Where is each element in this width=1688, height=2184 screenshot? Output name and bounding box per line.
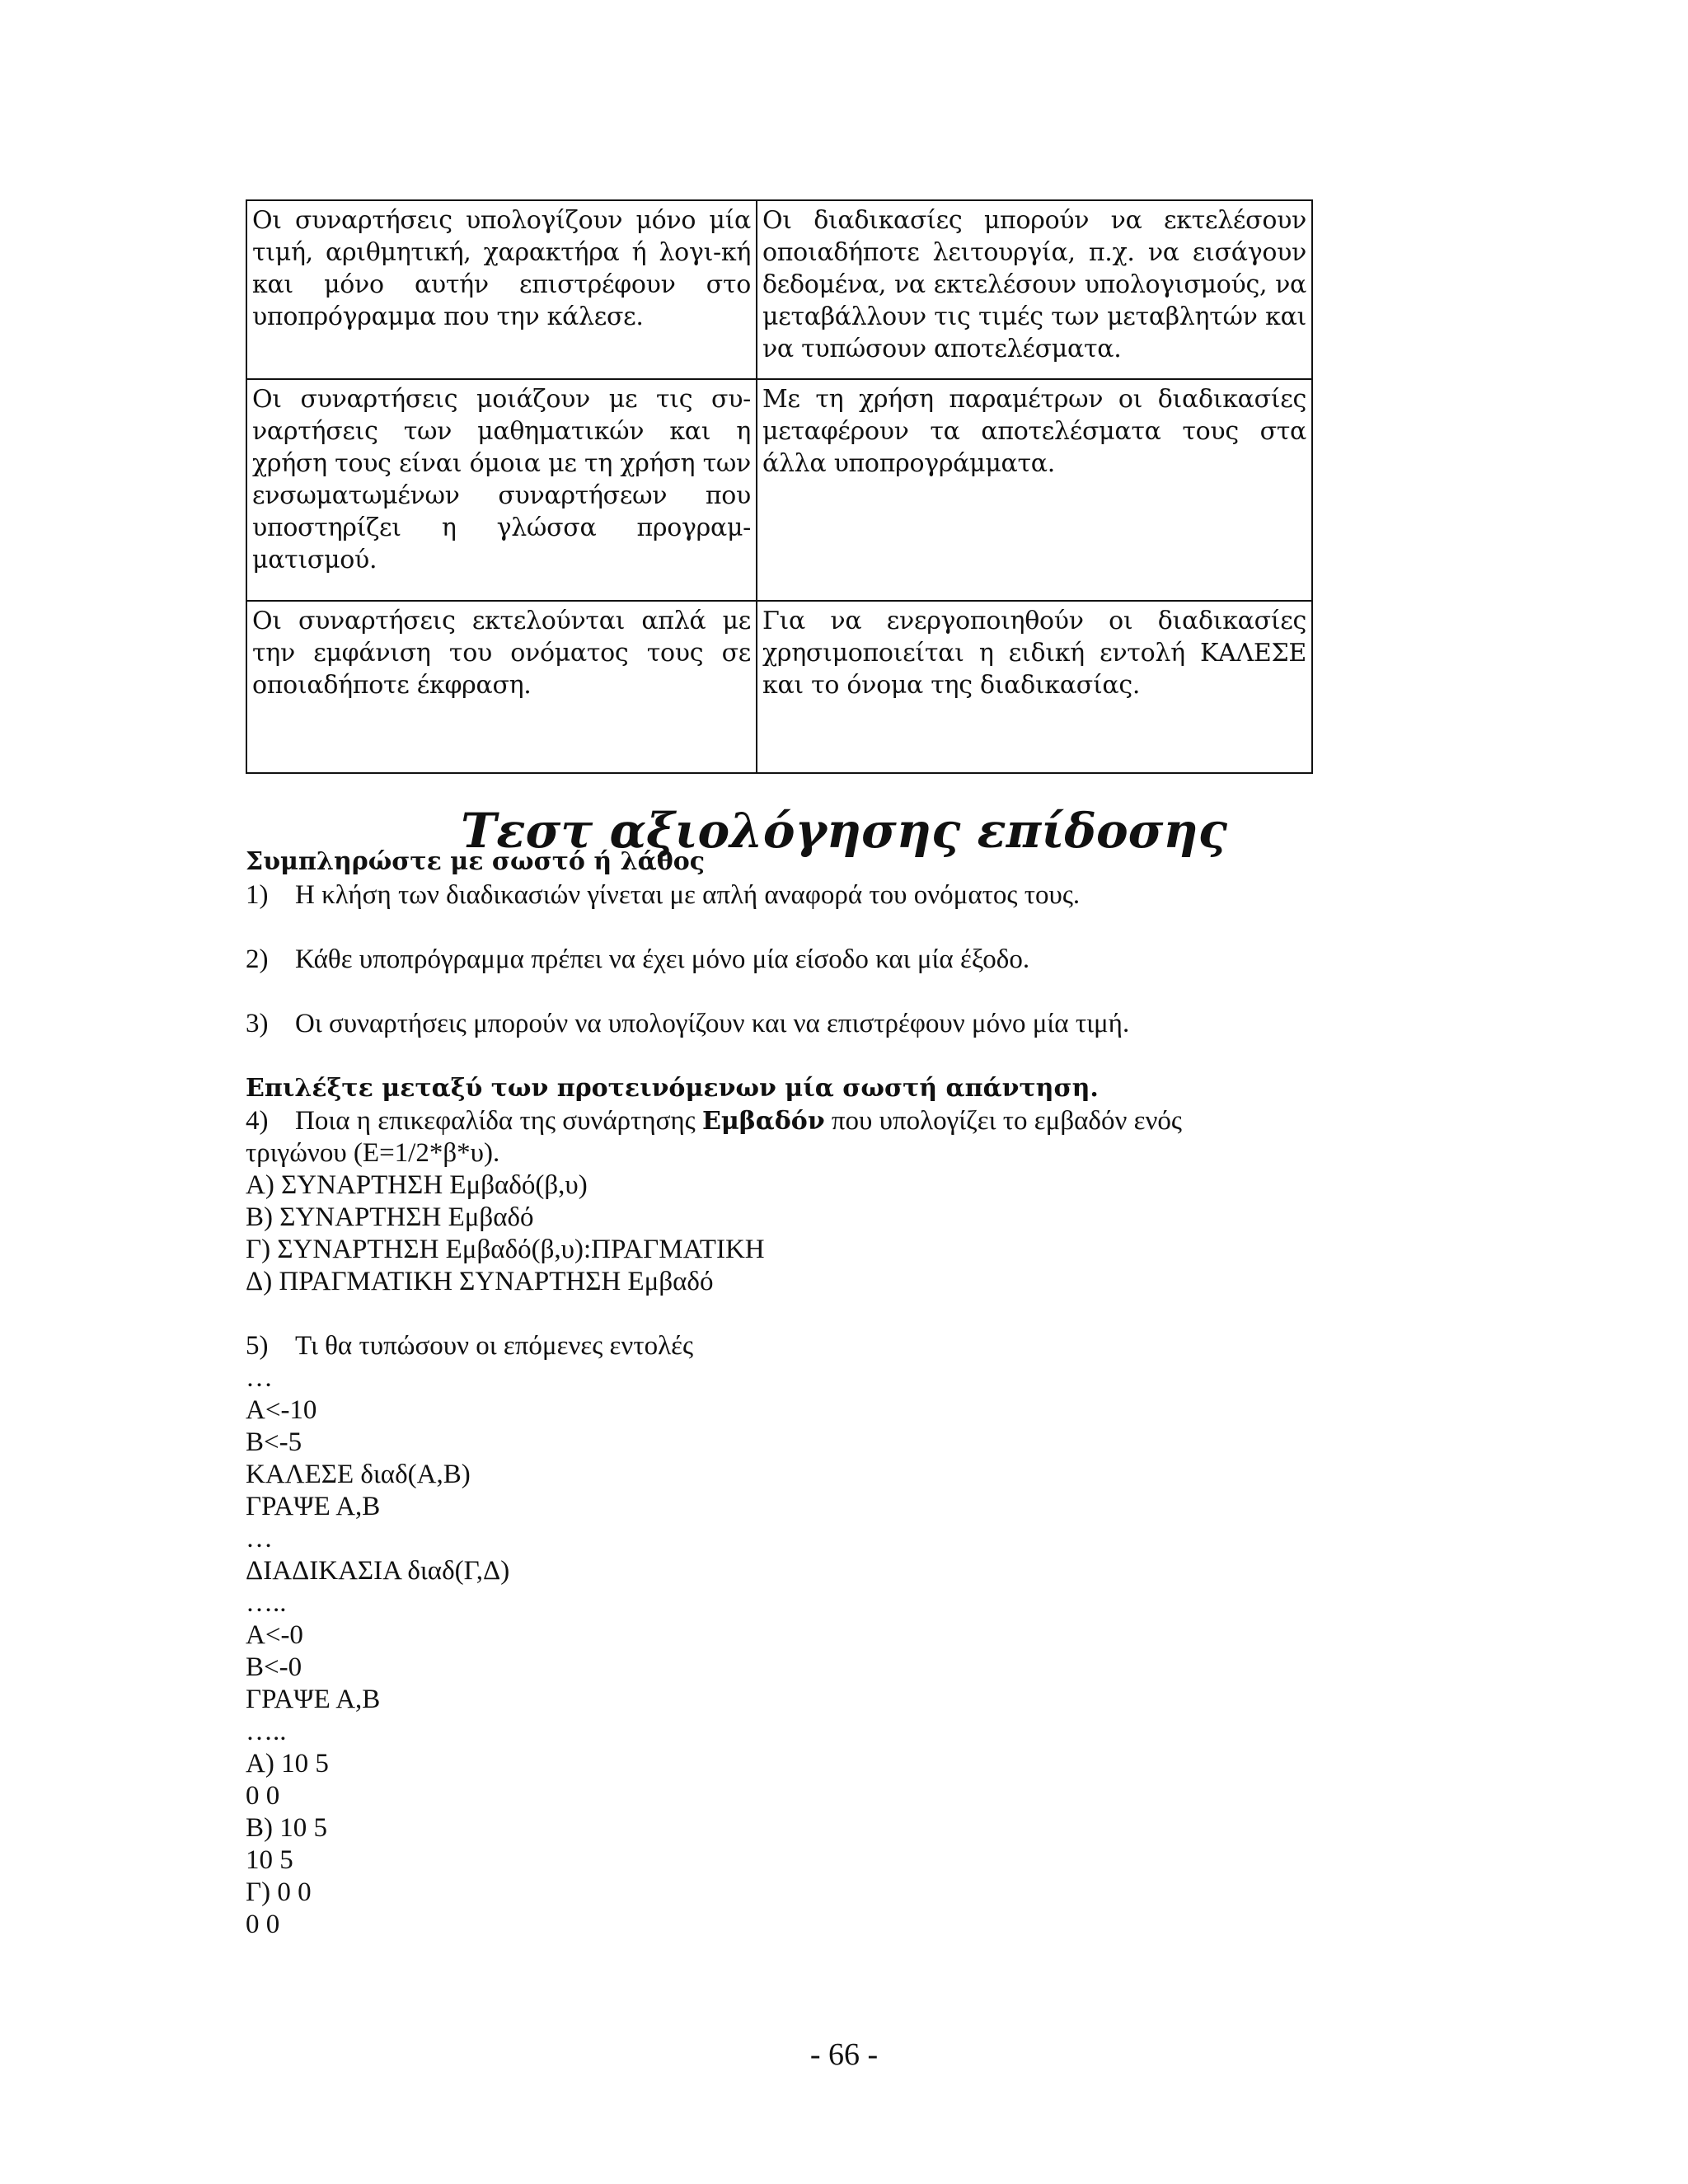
question-5	[246, 1330, 1334, 1362]
functions-cell: Οι συναρτήσεις εκτελούνται απλά με την εμφάνιση του ονόματος τους σε οποιαδήποτε έκφραση.	[246, 601, 757, 773]
code-line: Β<-5	[246, 1427, 302, 1457]
question-4-line-2: τριγώνου (Ε=1/2*β*υ).	[246, 1138, 500, 1168]
function-name: Εμβαδόν	[701, 1107, 825, 1136]
code-line: ΚΑΛΕΣΕ διαδ(Α,Β)	[246, 1460, 471, 1489]
answer-option: Γ) 0 0	[246, 1877, 312, 1907]
code-line: …..	[246, 1588, 287, 1618]
question-text: Κάθε υποπρόγραμμα πρέπει να έχει μόνο μία είσοδο και μία έξοδο.	[295, 944, 1030, 974]
code-line: …	[246, 1524, 273, 1554]
question-text: Ποια η επικεφαλίδα της συνάρτησης	[295, 1106, 696, 1136]
question-4	[246, 1105, 1334, 1137]
table-row	[246, 379, 1312, 601]
answer-option: Β) 10 5	[246, 1813, 327, 1843]
answer-option: 0 0	[246, 1910, 280, 1939]
question-3	[246, 1008, 1334, 1040]
question-1	[246, 879, 1334, 912]
code-line: …	[246, 1363, 273, 1393]
test-title: Τεστ αξιολόγησης επίδοσης	[461, 803, 1227, 859]
answer-option: 10 5	[246, 1845, 293, 1875]
code-line: …..	[246, 1717, 287, 1746]
code-line: ΓΡΑΨΕ Α,Β	[246, 1492, 381, 1521]
question-text: Οι συναρτήσεις μπορούν να υπολογίζουν και να επιστρέφουν μόνο μία τιμή.	[295, 1009, 1130, 1038]
functions-cell: Οι συναρτήσεις μοιάζουν με τις συ-ναρτήσεις των μαθηματικών και η χρήση τους είναι όμοια με τη χρήση των ενσωματωμένων συναρτήσεων που υποστηρίζει η γλώσσα προγραμ-ματισμού.	[246, 379, 757, 601]
page-number: - 66 -	[809, 2037, 879, 2072]
procedures-cell: Με τη χρήση παραμέτρων οι διαδικασίες μεταφέρουν τα αποτελέσματα τους στα άλλα υποπρογράμματα.	[757, 379, 1312, 601]
procedures-cell: Οι διαδικασίες μπορούν να εκτελέσουν οποιαδήποτε λειτουργία, π.χ. να εισάγουν δεδομένα, να εκτελέσουν υπολογισμούς, να μεταβάλλουν τις τιμές των μεταβλητών και να τυπώσουν αποτελέσματα.	[757, 200, 1312, 379]
table-row	[246, 200, 1312, 379]
question-number: 1)	[246, 880, 269, 910]
question-number: 3)	[246, 1009, 269, 1038]
functions-cell: Οι συναρτήσεις υπολογίζουν μόνο μία τιμή, αριθμητική, χαρακτήρα ή λογι-κή και μόνο αυτήν επιστρέφουν στο υποπρόγραμμα που την κάλεσε.	[246, 200, 757, 379]
question-2	[246, 944, 1334, 976]
answer-option: 0 0	[246, 1781, 280, 1811]
question-number: 4)	[246, 1106, 269, 1136]
code-line: Α<-10	[246, 1395, 317, 1425]
table-row	[246, 601, 1312, 773]
true-false-heading: Συμπληρώστε με σωστό ή λάθος	[246, 847, 706, 876]
multiple-choice-heading: Επιλέξτε μεταξύ των προτεινόμενων μία σωστή απάντηση.	[246, 1074, 1099, 1103]
code-line: ΓΡΑΨΕ Α,Β	[246, 1685, 381, 1714]
comparison-table	[246, 199, 1313, 774]
answer-option: Α) 10 5	[246, 1749, 329, 1779]
question-text: που υπολογίζει το εμβαδόν ενός	[831, 1106, 1182, 1136]
procedures-cell: Για να ενεργοποιηθούν οι διαδικασίες χρησιμοποιείται η ειδική εντολή ΚΑΛΕΣΕ και το όνομα της διαδικασίας.	[757, 601, 1312, 773]
question-text: Η κλήση των διαδικασιών γίνεται με απλή αναφορά του ονόματος τους.	[295, 880, 1081, 910]
code-line: Β<-0	[246, 1652, 302, 1682]
question-text: Τι θα τυπώσουν οι επόμενες εντολές	[295, 1331, 694, 1361]
answer-option: Δ) ΠΡΑΓΜΑΤΙΚΗ ΣΥΝΑΡΤΗΣΗ Εμβαδό	[246, 1267, 714, 1296]
question-number: 2)	[246, 944, 269, 974]
code-line: ΔΙΑΔΙΚΑΣΙΑ διαδ(Γ,Δ)	[246, 1556, 510, 1586]
code-line: Α<-0	[246, 1620, 303, 1650]
question-number: 5)	[246, 1331, 269, 1361]
answer-option: Γ) ΣΥΝΑΡΤΗΣΗ Εμβαδό(β,υ):ΠΡΑΓΜΑΤΙΚΗ	[246, 1235, 765, 1264]
answer-option: Β) ΣΥΝΑΡΤΗΣΗ Εμβαδό	[246, 1202, 534, 1232]
answer-option: Α) ΣΥΝΑΡΤΗΣΗ Εμβαδό(β,υ)	[246, 1170, 588, 1200]
